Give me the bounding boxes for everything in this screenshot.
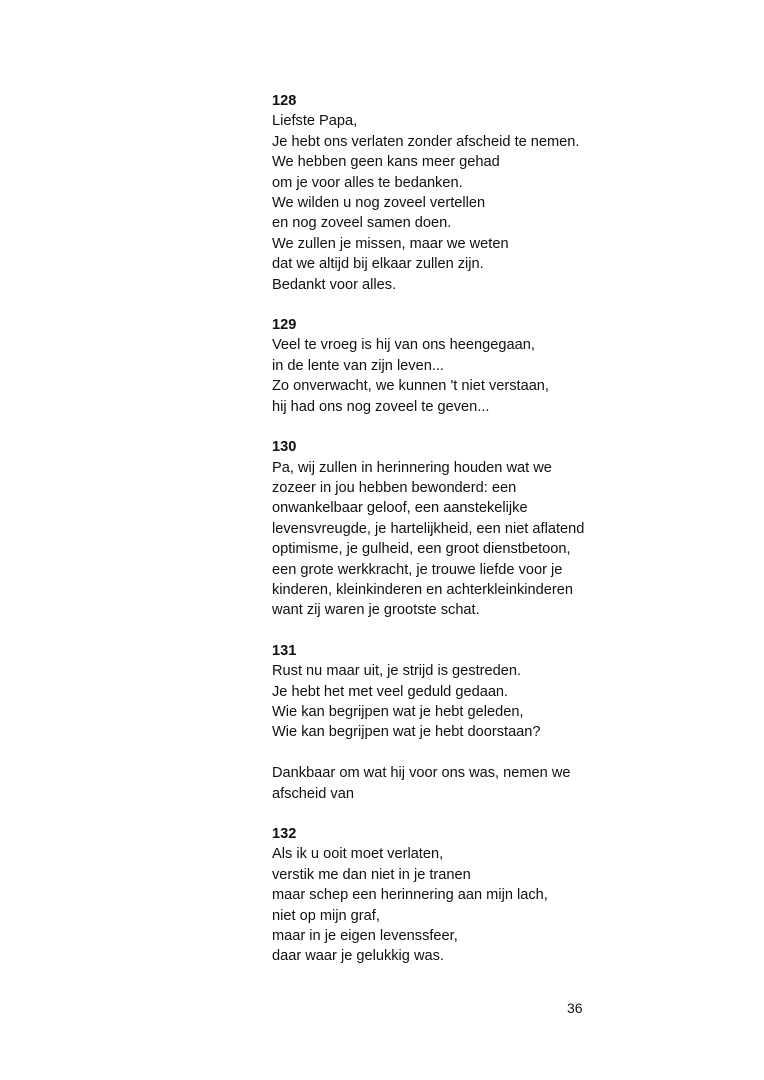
- poem-section: [272, 91, 602, 295]
- poem-line: kinderen, kleinkinderen en achterkleinkinderen: [272, 581, 573, 598]
- poem-line: hij had ons nog zoveel te geven...: [272, 398, 490, 415]
- poem-line: maar schep een herinnering aan mijn lach,: [272, 887, 548, 904]
- poem-line: Bedankt voor alles.: [272, 276, 397, 293]
- poem-line: onwankelbaar geloof, een aanstekelijke: [272, 500, 528, 517]
- poem-number: 129: [272, 317, 297, 334]
- poem-line: Als ik u ooit moet verlaten,: [272, 846, 444, 863]
- poem-line: We wilden u nog zoveel vertellen: [272, 195, 486, 212]
- poem-line: Wie kan begrijpen wat je hebt geleden,: [272, 703, 524, 720]
- poem-line: levensvreugde, je hartelijkheid, een niet aflatend: [272, 520, 585, 537]
- poem-line: optimisme, je gulheid, een groot dienstbetoon,: [272, 541, 571, 558]
- poem-line: Liefste Papa,: [272, 113, 358, 130]
- poem-line: Wie kan begrijpen wat je hebt doorstaan?: [272, 724, 541, 741]
- poem-line: om je voor alles te bedanken.: [272, 174, 463, 191]
- poem-line: niet op mijn graf,: [272, 907, 380, 924]
- poem-line: We zullen je missen, maar we weten: [272, 235, 509, 252]
- poem-section: [272, 437, 602, 621]
- poem-number: 130: [272, 439, 297, 456]
- poem-section: [272, 824, 602, 967]
- poem-line: afscheid van: [272, 785, 354, 802]
- poem-line: maar in je eigen levenssfeer,: [272, 928, 458, 945]
- poem-line: een grote werkkracht, je trouwe liefde voor je: [272, 561, 563, 578]
- poem-line: verstik me dan niet in je tranen: [272, 866, 471, 883]
- poem-list: [272, 91, 602, 987]
- poem-line: dat we altijd bij elkaar zullen zijn.: [272, 256, 484, 273]
- poem-line: Rust nu maar uit, je strijd is gestreden.: [272, 663, 522, 680]
- poem-line: in de lente van zijn leven...: [272, 357, 444, 374]
- poem-line: daar waar je gelukkig was.: [272, 948, 444, 965]
- poem-line: Dankbaar om wat hij voor ons was, nemen we: [272, 765, 571, 782]
- poem-section: [272, 641, 602, 804]
- poem-line: Je hebt ons verlaten zonder afscheid te nemen.: [272, 133, 580, 150]
- poem-number: 131: [272, 642, 297, 659]
- poem-line: Zo onverwacht, we kunnen 't niet verstaan,: [272, 378, 549, 395]
- poem-line: Pa, wij zullen in herinnering houden wat we: [272, 459, 552, 476]
- poem-section: [272, 315, 602, 417]
- page-number: 36: [567, 1000, 583, 1016]
- poem-number: 128: [272, 93, 297, 109]
- poem-line: zozeer in jou hebben bewonderd: een: [272, 479, 517, 496]
- poem-line: en nog zoveel samen doen.: [272, 215, 452, 232]
- poem-line: want zij waren je grootste schat.: [272, 602, 480, 619]
- poem-line: Je hebt het met veel geduld gedaan.: [272, 683, 509, 700]
- poem-line: Veel te vroeg is hij van ons heengegaan,: [272, 337, 535, 354]
- poem-number: 132: [272, 825, 297, 842]
- poem-line: We hebben geen kans meer gehad: [272, 154, 500, 171]
- blank-line: [272, 743, 602, 763]
